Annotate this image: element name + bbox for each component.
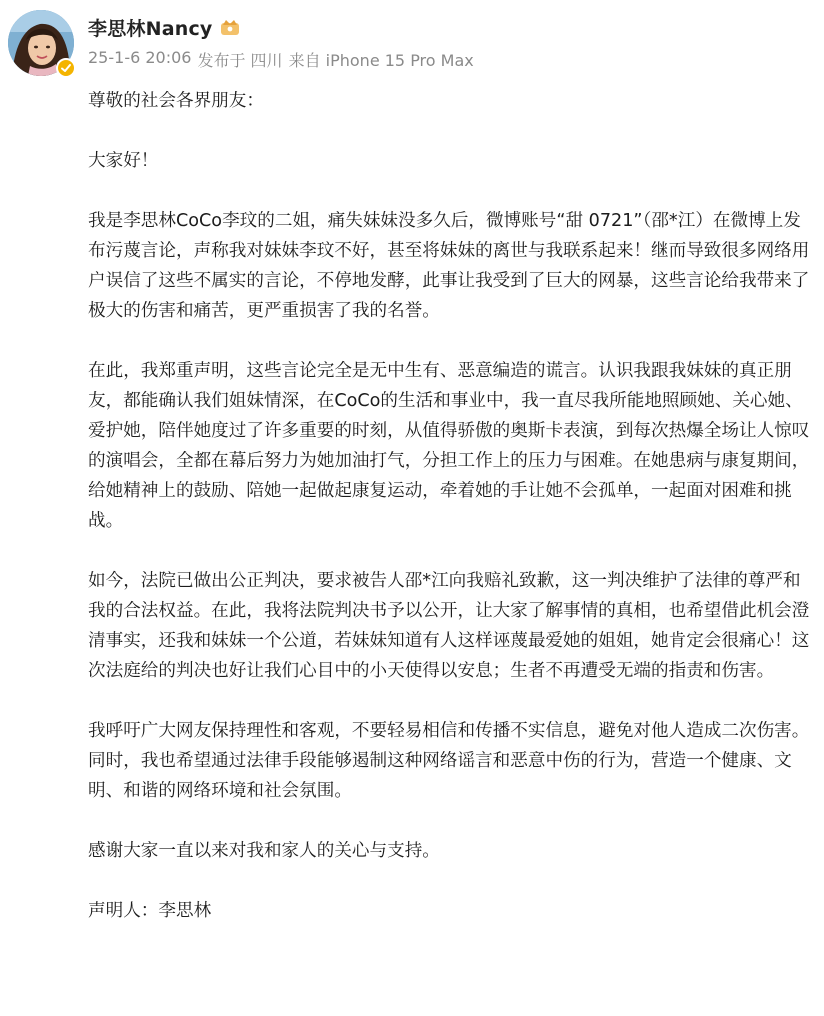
- name-row: [88, 12, 808, 42]
- paragraph-appeal: 我呼吁广大网友保持理性和客观，不要轻易相信和传播不实信息，避免对他人造成二次伤害。同时，我也希望通过法律手段能够遏制这种网络谣言和恶意中伤的行为，营造一个健康、文明、和谐的网络环境和社会氛围。: [88, 721, 810, 801]
- paragraph-signature: 声明人：李思林: [88, 901, 212, 921]
- paragraph-thanks: 感谢大家一直以来对我和家人的关心与支持。: [88, 841, 440, 861]
- username[interactable]: 李思林Nancy: [88, 17, 213, 40]
- post-device: 来自 iPhone 15 Pro Max: [288, 51, 474, 70]
- vip-crown-icon[interactable]: [219, 17, 241, 37]
- post-content: [88, 86, 812, 926]
- paragraph-background: 我是李思林CoCo李玟的二姐，痛失妹妹没多久后，微博账号“甜 0721”（邵*江）在微博上发布污蔑言论，声称我对妹妹李玟不好，甚至将妹妹的离世与我联系起来！继而导致很多网络用户误信了这些不属实的言论，不停地发酵，此事让我受到了巨大的网暴，这些言论给我带来了极大的伤害和痛苦，更严重损害了我的名誉。: [88, 211, 810, 321]
- paragraph-verdict: 如今，法院已做出公正判决，要求被告人邵*江向我赔礼致歉，这一判决维护了法律的尊严和我的合法权益。在此，我将法院判决书予以公开，让大家了解事情的真相，也希望借此机会澄清事实，还我和妹妹一个公道，若妹妹知道有人这样诬蔑最爱她的姐姐，她肯定会很痛心！这次法庭给的判决也好让我们心目中的小天使得以安息；生者不再遭受无端的指责和伤害。: [88, 571, 810, 681]
- post-meta: [88, 48, 808, 71]
- paragraph-statement: 在此，我郑重声明，这些言论完全是无中生有、恶意编造的谎言。认识我跟我妹妹的真正朋友，都能确认我们姐妹情深，在CoCo的生活和事业中，我一直尽我所能地照顾她、关心她、爱护她，陪伴她度过了许多重要的时刻，从值得骄傲的奥斯卡表演，到每次热爆全场让人惊叹的演唱会，全都在幕后努力为她加油打气，分担工作上的压力与困难。在她患病与康复期间，给她精神上的鼓励、陪她一起做起康复运动，牵着她的手让她不会孤单，一起面对困难和挑战。: [88, 361, 810, 531]
- paragraph-hello: 大家好！: [88, 151, 159, 171]
- post-time[interactable]: 25-1-6 20:06: [88, 48, 192, 67]
- paragraph-greeting: 尊敬的社会各界朋友：: [88, 91, 264, 111]
- post-header: [88, 12, 808, 71]
- verified-badge-icon: [56, 58, 76, 78]
- post-location: 发布于 四川: [197, 51, 283, 70]
- avatar[interactable]: [8, 10, 74, 76]
